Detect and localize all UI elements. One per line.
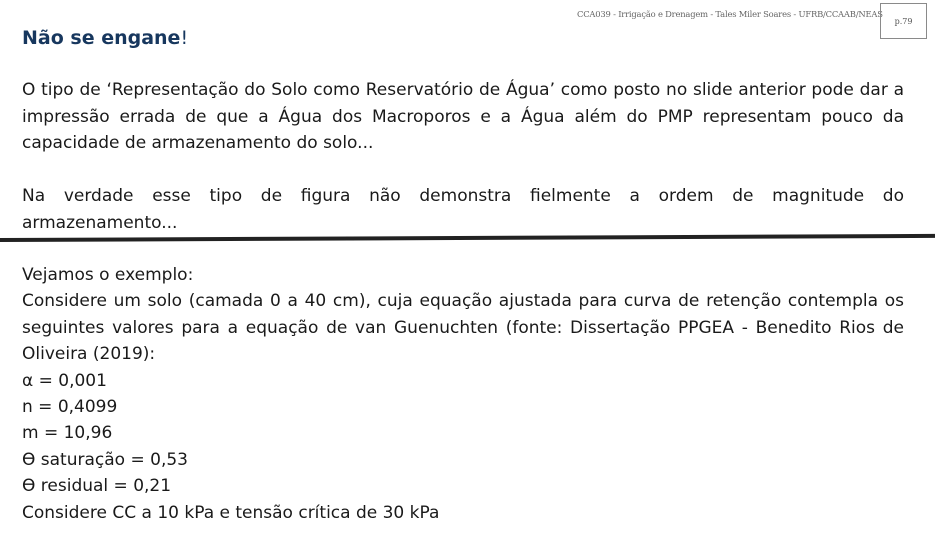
title-text: Não se engane: [22, 27, 181, 49]
param-n: n = 0,4099: [22, 397, 118, 418]
param-theta-saturation: Ө saturação = 0,53: [22, 449, 188, 470]
example-intro: Vejamos o exemplo:: [22, 265, 194, 285]
example-final: Considere CC a 10 kPa e tensão crítica de 30 kPa: [22, 502, 440, 523]
param-theta-residual: Ө residual = 0,21: [22, 476, 172, 497]
paragraph-magnitude: Na verdade esse tipo de figura não demonstra fielmente a ordem de magnitude do armazenamento...: [22, 186, 904, 233]
page-number: p.79: [894, 16, 913, 26]
example-block: [22, 262, 904, 526]
param-m: m = 10,96: [22, 423, 113, 444]
slide-title: [22, 27, 188, 49]
param-alpha: α = 0,001: [22, 370, 107, 391]
page-number-box: [880, 3, 927, 39]
title-exclamation: !: [180, 27, 189, 49]
example-context: Considere um solo (camada 0 a 40 cm), cuja equação ajustada para curva de retenção contempla os seguintes valores para a equação de van Guenuchten (fonte: Dissertação PPGEA - Benedito Rios de Oliveira (2019):: [22, 291, 904, 365]
paragraph-representation: O tipo de ‘Representação do Solo como Reservatório de Água’ como posto no slide anterior pode dar a impressão errada de que a Água dos Macroporos e a Água além do PMP representam pouco da capacidade de armazenamento do solo...: [22, 80, 904, 153]
course-header: CCA039 - Irrigação e Drenagem - Tales Miler Soares - UFRB/CCAAB/NEAS: [577, 9, 883, 19]
